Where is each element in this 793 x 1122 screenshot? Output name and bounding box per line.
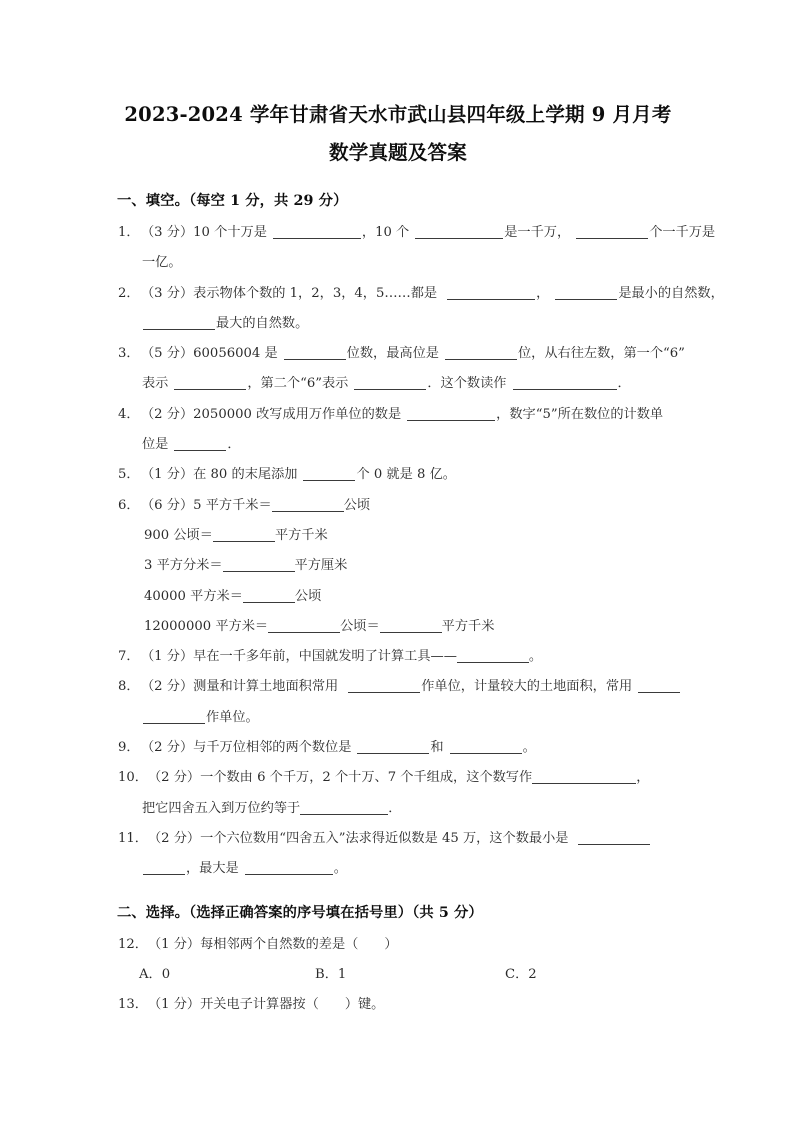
question-3-points: （5 分）	[141, 346, 194, 362]
question-9-blank-2[interactable]	[450, 740, 522, 754]
question-6-line-2	[115, 521, 681, 551]
question-9-number: 9．	[118, 740, 140, 756]
question-2-number: 2．	[118, 285, 140, 301]
question-9-points: （2 分）	[141, 740, 194, 756]
question-11-blank-1a[interactable]	[578, 831, 650, 845]
question-6-sub-1-left: 900 公顷＝	[144, 527, 213, 543]
question-1-blank-1[interactable]	[273, 225, 361, 239]
question-4-number: 4．	[118, 406, 140, 422]
question-3-blank-5[interactable]	[513, 376, 617, 390]
question-12-text-1: 每相邻两个自然数的差是（	[200, 936, 359, 952]
question-6-line-4	[115, 582, 681, 612]
question-12-option-a[interactable]: A．0	[139, 966, 171, 982]
question-4	[115, 400, 681, 461]
question-5-number: 5．	[118, 467, 140, 483]
question-11-line-2	[115, 854, 681, 884]
question-8-blank-2a[interactable]	[638, 679, 680, 693]
question-9-blank-1[interactable]	[357, 740, 429, 754]
question-6-line-1	[115, 491, 681, 521]
question-13	[115, 990, 681, 1020]
question-11-blank-2[interactable]	[245, 861, 333, 875]
question-8-text-2: 作单位，计量较大的土地面积，常用	[421, 679, 633, 695]
question-2-text-4: 最大的自然数。	[216, 315, 309, 331]
question-10-line-2	[115, 794, 681, 824]
question-8-blank-2b[interactable]	[143, 710, 205, 724]
title-line-2: 数学真题及答案	[329, 141, 467, 164]
question-1-text-4: 个一千万是	[649, 225, 716, 240]
question-3-text-7: ．	[617, 376, 631, 392]
question-12-option-c[interactable]: C．2	[505, 966, 537, 982]
question-2-text-1: 表示物体个数的 1，2，3，4，5……都是	[193, 285, 438, 301]
question-3-number: 3．	[118, 346, 140, 362]
question-3-line-2	[115, 369, 681, 399]
question-6	[115, 491, 681, 642]
question-4-line-1	[115, 400, 681, 430]
question-6-sub-4-right: 平方千米	[441, 618, 495, 634]
question-5-text-2: 个 0 就是 8 亿。	[356, 467, 456, 483]
question-3-blank-1[interactable]	[284, 346, 346, 360]
question-10-text-1: 一个数由 6 个千万，2 个十万、7 个千组成，这个数写作	[200, 770, 533, 786]
question-11-blank-1b[interactable]	[143, 861, 185, 875]
question-3-text-5: ，第二个“6”表示	[247, 376, 349, 392]
question-12	[115, 930, 681, 960]
question-13-line-1	[115, 990, 681, 1020]
question-1-number: 1．	[118, 225, 140, 240]
question-4-text-4: ．	[227, 437, 241, 453]
question-8-blank-1[interactable]	[348, 679, 420, 693]
question-9-text-2: 和	[430, 740, 444, 756]
question-1-line-1	[115, 218, 716, 248]
question-6-number: 6．	[118, 497, 140, 513]
question-1-text-3: 是一千万，	[504, 225, 571, 240]
question-10-points: （2 分）	[147, 770, 201, 786]
question-5-text-1: 在 80 的末尾添加	[193, 467, 298, 483]
question-8-text-1: 测量和计算土地面积常用	[193, 679, 339, 695]
question-4-text-1: 2050000 改写成用万作单位的数是	[193, 406, 402, 422]
question-5-line-1	[115, 460, 681, 490]
question-9-line-1	[115, 733, 681, 763]
question-4-points: （2 分）	[141, 406, 194, 422]
question-10	[115, 763, 681, 824]
question-5	[115, 460, 681, 490]
question-3-text-1: 60056004 是	[193, 346, 278, 362]
question-6-sub-2-left: 3 平方分米＝	[144, 558, 223, 574]
question-6-blank-3[interactable]	[223, 558, 295, 572]
question-12-line-1	[115, 930, 681, 960]
question-12-number: 12．	[118, 936, 148, 952]
question-6-sub-3-right: 公顷	[294, 588, 322, 604]
question-6-blank-2[interactable]	[213, 528, 275, 542]
question-3-blank-3[interactable]	[174, 376, 246, 390]
question-4-text-2: ，数字“5”所在数位的计数单	[496, 406, 664, 422]
question-1-text-2: ，10 个	[361, 225, 410, 240]
question-1-blank-2[interactable]	[415, 225, 503, 239]
question-13-text-2: ）键。	[344, 997, 385, 1013]
question-1-line-2	[115, 248, 681, 278]
question-6-blank-6[interactable]	[380, 619, 442, 633]
question-10-text-3: 把它四舍五入到万位约等于	[142, 800, 301, 816]
question-11-text-2: ，最大是	[186, 861, 239, 877]
question-11-text-1: 一个六位数用“四舍五入”法求得近似数是 45 万，这个数最小是	[200, 830, 569, 846]
question-11-line-1	[115, 824, 681, 854]
question-2-line-1	[115, 279, 724, 309]
question-3-line-1	[115, 339, 685, 369]
question-2-text-2: ，	[536, 285, 550, 301]
question-12-option-b[interactable]: B．1	[315, 966, 347, 982]
question-11	[115, 824, 681, 885]
question-10-blank-1[interactable]	[532, 770, 636, 784]
question-2-blank-3[interactable]	[143, 316, 215, 330]
question-6-sub-1-right: 平方千米	[274, 527, 328, 543]
question-7-blank-1[interactable]	[457, 649, 529, 663]
question-12-text-2: ）	[384, 936, 398, 952]
question-8-number: 8．	[118, 679, 140, 695]
question-6-sub-4-left: 12000000 平方米＝	[144, 618, 269, 634]
question-6-sub-3-left: 40000 平方米＝	[144, 588, 243, 604]
question-7-text-1: 早在一千多年前，中国就发明了计算工具——	[193, 649, 457, 665]
question-7-number: 7．	[118, 649, 140, 665]
question-3	[115, 339, 685, 400]
question-5-points: （1 分）	[141, 467, 194, 483]
question-8-points: （2 分）	[141, 679, 194, 695]
question-11-points: （2 分）	[147, 830, 201, 846]
question-4-blank-2[interactable]	[174, 437, 226, 451]
question-3-text-2: 位数，最高位是	[346, 346, 439, 362]
question-1	[115, 218, 716, 279]
question-7-points: （1 分）	[141, 649, 194, 665]
question-6-sub-4-mid: 公顷＝	[340, 618, 380, 634]
question-11-text-3: 。	[333, 861, 347, 877]
question-6-line-5	[115, 612, 681, 642]
question-6-points: （6 分）	[141, 497, 194, 513]
question-6-blank-1[interactable]	[272, 498, 344, 512]
question-10-blank-2[interactable]	[300, 801, 388, 815]
question-13-number: 13．	[118, 997, 148, 1013]
question-4-text-3: 位是	[142, 437, 169, 453]
question-9-text-3: 。	[522, 740, 536, 756]
question-7-text-2: 。	[528, 649, 543, 665]
question-12-points: （1 分）	[147, 936, 201, 952]
question-3-blank-4[interactable]	[354, 376, 426, 390]
section-header-multiple-choice: 二、选择。（选择正确答案的序号填在括号里）（共 5 分）	[117, 904, 483, 921]
page-title	[115, 96, 681, 172]
title-line-1: 2023-2024 学年甘肃省天水市武山县四年级上学期 9 月月考	[124, 103, 672, 126]
question-6-sub-2-right: 平方厘米	[294, 558, 348, 574]
question-13-text-1: 开关电子计算器按（	[200, 997, 319, 1013]
question-1-text-5: 一亿。	[142, 255, 182, 271]
section-header-fill-in-blank: 一、填空。（每空 1 分，共 29 分）	[117, 193, 348, 209]
question-4-line-2	[115, 430, 681, 460]
question-12-options	[115, 960, 681, 990]
question-10-number: 10．	[118, 770, 148, 786]
question-10-text-4: ．	[388, 800, 402, 816]
question-3-text-6: ．这个数读作	[427, 376, 507, 392]
question-8-line-2	[115, 703, 681, 733]
question-3-blank-2[interactable]	[445, 346, 517, 360]
question-2-blank-2[interactable]	[555, 286, 617, 300]
question-5-blank-1[interactable]	[303, 467, 355, 481]
question-9-text-1: 与千万位相邻的两个数位是	[193, 740, 352, 756]
question-6-line-3	[115, 551, 681, 581]
question-8	[115, 672, 681, 733]
question-11-number: 11．	[118, 830, 148, 846]
question-10-line-1	[115, 763, 681, 793]
question-6-blank-4[interactable]	[243, 589, 295, 603]
question-1-blank-3[interactable]	[576, 225, 648, 239]
question-13-points: （1 分）	[147, 997, 201, 1013]
question-2	[115, 279, 724, 340]
question-1-text-1: 10 个十万是	[193, 225, 267, 240]
question-8-line-1	[115, 672, 681, 702]
question-3-text-3: 位，从右往左数，第一个“6”	[517, 346, 685, 362]
question-2-blank-1[interactable]	[447, 286, 535, 300]
question-2-points: （3 分）	[141, 285, 194, 301]
question-2-line-2	[115, 309, 681, 339]
question-8-text-3: 作单位。	[206, 709, 259, 725]
question-6-text-2: 公顷	[343, 497, 371, 513]
question-1-points: （3 分）	[141, 225, 194, 240]
question-10-text-2: ，	[636, 770, 650, 786]
question-7	[115, 642, 681, 672]
question-3-text-4: 表示	[142, 376, 169, 392]
question-6-blank-5[interactable]	[268, 619, 340, 633]
question-2-text-3: 是最小的自然数，	[618, 285, 724, 301]
question-6-text-1: 5 平方千米＝	[193, 497, 272, 513]
question-9	[115, 733, 681, 763]
question-7-line-1	[115, 642, 681, 672]
question-4-blank-1[interactable]	[407, 407, 495, 421]
